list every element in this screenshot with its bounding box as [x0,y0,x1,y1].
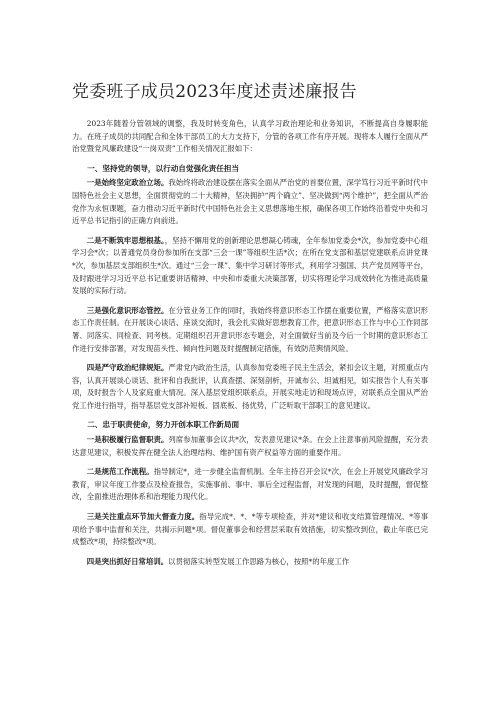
document-title: 党委班子成员2023年度述责述廉报告 [72,82,357,102]
paragraph-text: 指导完成*、*、*等专项检查，并对*建议和收支结算管理情况、*等事项给予事中监督和关注，共揭示问题*项。督促董事会和经营层采取有效措施，切实整改到位，截止年底已完成整改*项，持续整改*项。 [72,512,428,547]
paragraph-text: 以贯彻落实转型发展工作思路为核心，按照*的年度工作 [168,556,350,566]
body-paragraph [72,434,428,459]
paragraph-lead: 二是不断筑牢思想根基。 [86,235,165,245]
body-paragraph [72,235,428,298]
body-paragraph [72,305,428,355]
body-paragraph [72,362,428,412]
body-paragraph [72,466,428,504]
paragraph-text: ，坚持不懈用党的创新理论思想凝心铸魂，全年参加党委会*次，参加党委中心组学习会*次；以普通党员身份参加所在支部“三会一课”等组织生活*次；在所在党支部和基层党建联系点讲党课*次，参加基层支部组织生*次。通过“三会一课”、集中学习研讨等形式，利用学习强国、共产党员网等平台，及时跟进学习习近平总书记重要讲话精神、中央和市委重大决策部署，切实将理论学习成效转化为推进高质量发展的实际行动。 [72,235,428,296]
paragraph-text: 指导制定*，进一步健全监督机制。全年主持召开会议*次，在会上开展党风廉政学习教育，审议年度工作要点及检查报告，实施事前、事中、事后全过程监督，对发现的问题，及时提醒，督促整改，全面推进治理体系和治理能力现代化。 [72,467,428,502]
paragraph-text: 列席参加董事会议共*次，发表意见建议*条。在会上注意事前风险提醒，充分表达意见建议，积极发挥在健全法人治理结构、维护国有资产权益等方面的重要作用。 [72,435,428,457]
body-paragraph [72,511,428,549]
paragraph-lead: 四是严守政治纪律规矩。 [86,363,169,373]
body-paragraph [72,177,428,227]
paragraph-lead: 四是突出抓好日常培训。 [86,556,169,566]
paragraph-text: 在分管业务工作的同时，我始终将意识形态工作摆在重要位置，严格落实意识形态工作责任制。在开展谈心谈话、座谈交流时，我会扎实做好思想教育工作，把意识形态工作与中心工作同部署、同落实、同检查、同考核。定期组织召开意识形态专题会，对全面做好当前及今后一个时期的意识形态工作进行安排部署，对发现苗头性、倾向性问题及时提醒制定措施，有效防范舆情风险。 [72,305,428,353]
paragraph-lead: 三是关注重点环节加大督查力度。 [86,512,200,522]
paragraph-text: 我始终将政治建设摆在落实全面从严治党的首要位置，深学笃行习近平新时代中国特色社会主义思想，全面贯彻党的二十大精神，坚决拥护“两个确立”、坚决做到“两个维护”，把全面从严治党作为永恒课题，奋力推动习近平新时代中国特色社会主义思想落地生根，确保各项工作始终沿着党中央和习近平总书记指引的正确方向前进。 [72,178,428,226]
section-heading: 二、忠于职责使命，努力开创本职工作新局面 [87,420,240,430]
paragraph-lead: 一是始终坚定政治立场。 [86,178,169,188]
section-heading: 一、坚持党的领导，以行动自觉强化责任担当 [87,163,240,173]
body-paragraph [72,556,428,569]
paragraph-lead: 二是规范工作流程。 [86,467,154,477]
paragraph-lead: 三是强化意识形态管控。 [86,305,169,315]
paragraph-lead: 一是积极履行监督职责。 [86,435,169,445]
intro-paragraph: 2023年随着分管领域的调整，我及时转变角色，认真学习政治理论和业务知识，不断提高自身履职能力。在班子成员的共同配合和全体干部员工的大力支持下，分管的各项工作有序开展。现将本人履行全面从严治党暨党风廉政建设“一岗双责”工作相关情况汇报如下： [72,119,428,154]
paragraph-text: 严肃党内政治生活，认真参加党委班子民主生活会，紧扣会议主题，对照重点内容，认真开展谈心谈话、批评和自我批评，认真查摆、深刻剖析，开诚布公、坦诚相见，如实报告个人有关事项，及时报告个人及家庭重大情况。深入基层党组织联系点，开展实地走访和现场点评，对联系点全面从严治党工作进行指导，指导基层党支部补短板、固底板、扬优势，广泛听取干部职工的意见建议。 [72,363,428,410]
